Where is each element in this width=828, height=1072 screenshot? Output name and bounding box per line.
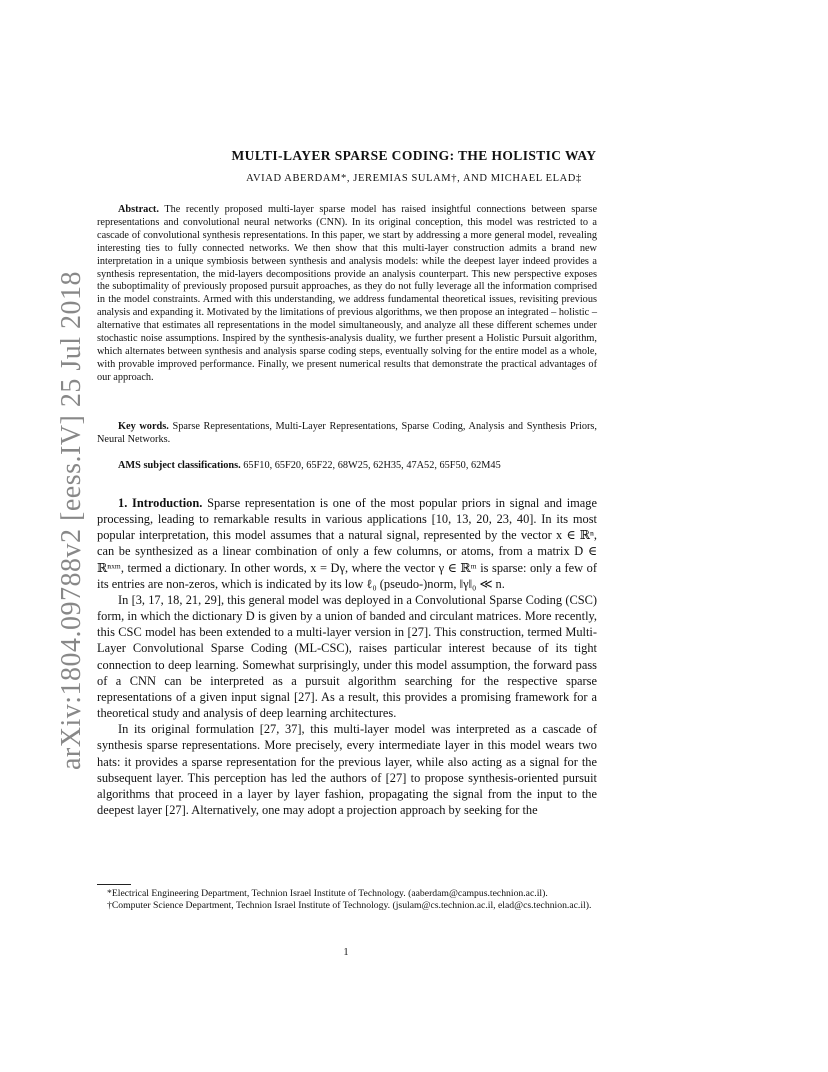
intro-paragraph-1-text: Sparse representation is one of the most popular priors in signal and image processing, leading to remarkable results in various applications [10, 13, 20, 23, 40]. In its most popular interpretation, this model assumes that a natural signal, represented by the vector x ∈ ℝⁿ, can be synthesized as a linear combination of only a few columns, or atoms, from a matrix D ∈ ℝⁿˣᵐ, termed a dictionary. In other words, x = Dγ, where the vector γ ∈ ℝᵐ is sparse: only a few of its entries are non-zeros, which is indicated by its low ℓ₀ (pseudo-)norm, ‖γ‖₀ ≪ n. — [97, 496, 597, 591]
footnote-rule — [97, 884, 131, 885]
intro-paragraph-1 — [97, 495, 597, 592]
keywords-text: Sparse Representations, Multi-Layer Representations, Sparse Coding, Analysis and Synthesis Priors, Neural Networks. — [97, 421, 597, 445]
ams-text: 65F10, 65F20, 65F22, 68W25, 62H35, 47A52, 65F50, 62M45 — [243, 460, 501, 471]
abstract-label: Abstract. — [118, 204, 159, 215]
paper-title: MULTI-LAYER SPARSE CODING: THE HOLISTIC WAY — [231, 148, 597, 163]
keywords — [97, 421, 597, 447]
paper-authors: AVIAD ABERDAM*, JEREMIAS SULAM†, AND MICHAEL ELAD‡ — [246, 173, 582, 184]
section-heading: 1. Introduction. — [118, 496, 203, 510]
arxiv-side-identifier: arXiv:1804.09788v2 [eess.IV] 25 Jul 2018 — [56, 270, 87, 770]
keywords-label: Key words. — [118, 421, 169, 432]
footnote-1: *Electrical Engineering Department, Technion Israel Institute of Technology. (aaberdam@campus.technion.ac.il). — [107, 888, 548, 899]
ams-label: AMS subject classifications. — [118, 460, 241, 471]
intro-paragraph-2: In [3, 17, 18, 21, 29], this general model was deployed in a Convolutional Sparse Coding (CSC) form, in which the dictionary D is given by a union of banded and circulant matrices. More recently, this CSC model has been extended to a multi-layer version in [27]. This construction, termed Multi-Layer Convolutional Sparse Coding (ML-CSC), raises particular interest because of its tight connection to deep learning. Somewhat surprisingly, under this model assumption, the forward pass of a CNN can be interpreted as a pursuit algorithm searching for the respective sparse representations of a given input signal [27]. As a result, this provides a promising framework for a theoretical study and analysis of deep learning architectures. — [97, 592, 597, 721]
page-number: 1 — [343, 947, 349, 958]
intro-paragraph-3: In its original formulation [27, 37], this multi-layer model was interpreted as a cascade of synthesis sparse representations. More precisely, every intermediate layer in this model wears two hats: it provides a sparse representation for the previous layer, while also acting as a signal for the subsequent layer. This perception has led the authors of [27] to propose synthesis-oriented pursuit algorithms that proceed in a layer by layer fashion, propagating the signal from the input to the deepest layer [27]. Alternatively, one may adopt a projection approach by seeking for the — [97, 722, 597, 817]
introduction-section — [97, 495, 597, 818]
abstract-text: The recently proposed multi-layer sparse model has raised insightful connections between sparse representations and convolutional neural networks (CNN). In its original conception, this model was restricted to a cascade of convolutional synthesis representations. In this paper, we start by addressing a more general model, revealing interesting ties to fully connected networks. We then show that this multi-layer construction admits a brand new interpretation in a unique symbiosis between synthesis and analysis models: while the deepest layer indeed provides a synthesis representation, the mid-layers decompositions provide an analysis counterpart. This new perspective exposes the suboptimality of previously proposed pursuit approaches, as they do not fully leverage all the information comprised in the model constraints. Armed with this understanding, we address fundamental theoretical issues, revisiting previous analysis and expanding it. Motivated by the limitations of previous algorithms, we then propose an integrated – holistic – alternative that estimates all representations in the model simultaneously, and analyze all these different schemes under stochastic noise assumptions. Inspired by the synthesis-analysis duality, we further present a Holistic Pursuit algorithm, which alternates between synthesis and analysis sparse coding steps, eventually solving for the entire model as a whole, with provable improved performance. Finally, we present numerical results that demonstrate the practical advantages of our approach. — [97, 204, 598, 383]
ams-classifications — [97, 460, 597, 473]
footnotes — [97, 888, 597, 912]
footnote-2: †Computer Science Department, Technion Israel Institute of Technology. (jsulam@cs.technion.ac.il, elad@cs.technion.ac.il). — [107, 900, 592, 912]
abstract — [97, 204, 597, 385]
